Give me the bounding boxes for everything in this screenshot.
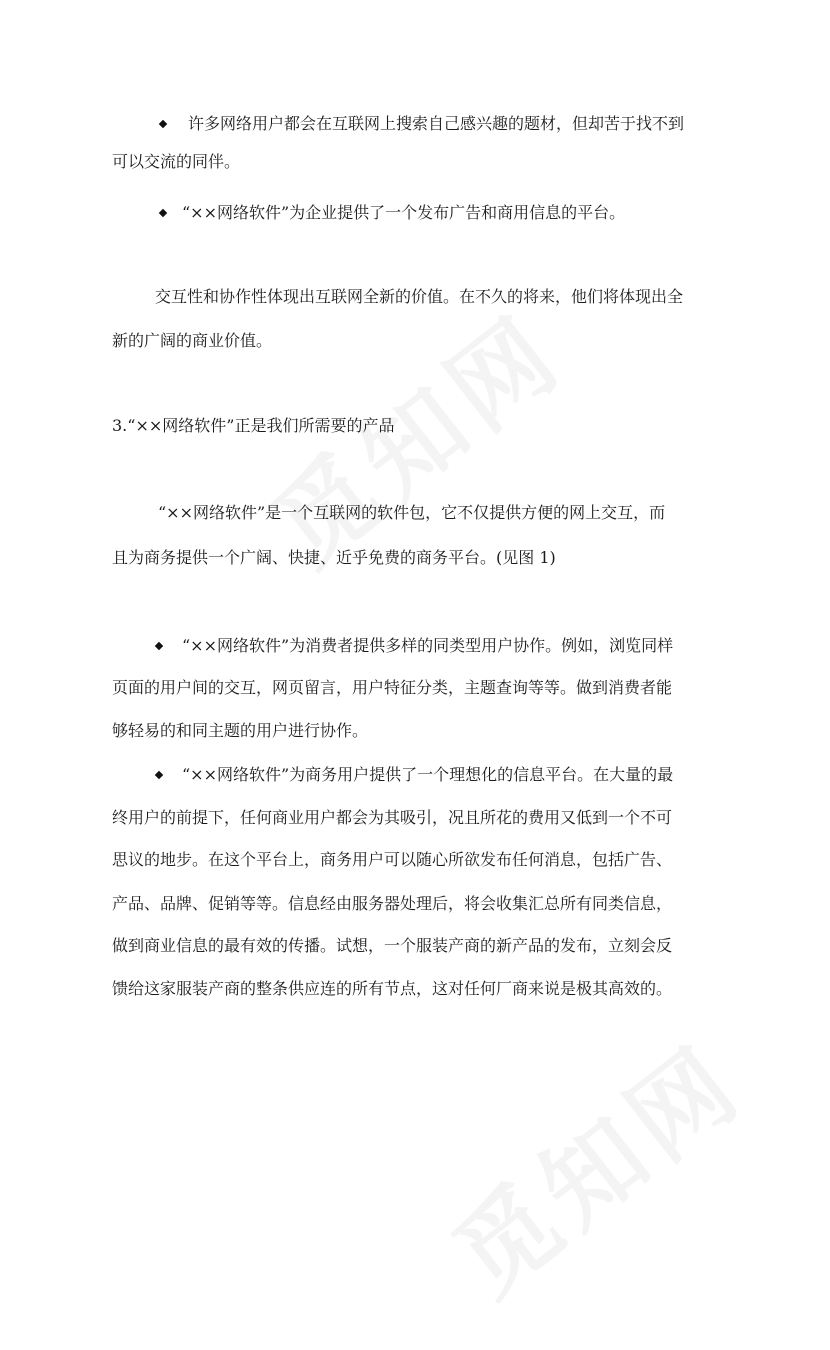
bullet-line: 做到商业信息的最有效的传播。试想，一个服装产商的新产品的发布，立刻会反 [112, 936, 673, 955]
diamond-bullet-icon [159, 209, 167, 217]
section-heading: 3.“××网络软件”正是我们所需要的产品 [112, 416, 395, 435]
bullet-line: 终用户的前提下，任何商业用户都会为其吸引，况且所花的费用又低到一个不可 [112, 808, 673, 827]
paragraph-line: 且为商务提供一个广阔、快捷、近乎免费的商务平台。(见图 1) [112, 548, 556, 567]
bullet-line: “××网络软件”为商务用户提供了一个理想化的信息平台。在大量的最 [182, 765, 674, 784]
bullet-line: 思议的地步。在这个平台上，商务用户可以随心所欲发布任何消息，包括广告、 [112, 850, 673, 869]
bullet-line: 馈给这家服装产商的整条供应连的所有节点，这对任何厂商来说是极其高效的。 [112, 979, 673, 998]
paragraph-line: “××网络软件”是一个互联网的软件包，它不仅提供方便的网上交互，而 [158, 503, 666, 522]
paragraph-line: 新的广阔的商业价值。 [112, 331, 273, 350]
diamond-bullet-icon [155, 771, 163, 779]
diamond-bullet-icon [159, 120, 167, 128]
paragraph-line: 交互性和协作性体现出互联网全新的价值。在不久的将来，他们将体现出全 [155, 287, 684, 306]
bullet-line: 可以交流的同伴。 [112, 152, 241, 171]
bullet-line: “××网络软件”为企业提供了一个发布广告和商用信息的平台。 [182, 203, 626, 222]
watermark [419, 950, 830, 1350]
bullet-line: 页面的用户间的交互，网页留言，用户特征分类，主题查询等等。做到消费者能 [112, 678, 673, 697]
bullet-line: “××网络软件”为消费者提供多样的同类型用户协作。例如，浏览同样 [182, 636, 674, 655]
diamond-bullet-icon [155, 642, 163, 650]
bullet-line: 够轻易的和同主题的用户进行协作。 [112, 721, 369, 740]
bullet-line: 产品、品牌、促销等等。信息经由服务器处理后，将会收集汇总所有同类信息， [112, 894, 673, 913]
bullet-line: 许多网络用户都会在互联网上搜索自己感兴趣的题材，但却苦于找不到 [188, 114, 685, 133]
